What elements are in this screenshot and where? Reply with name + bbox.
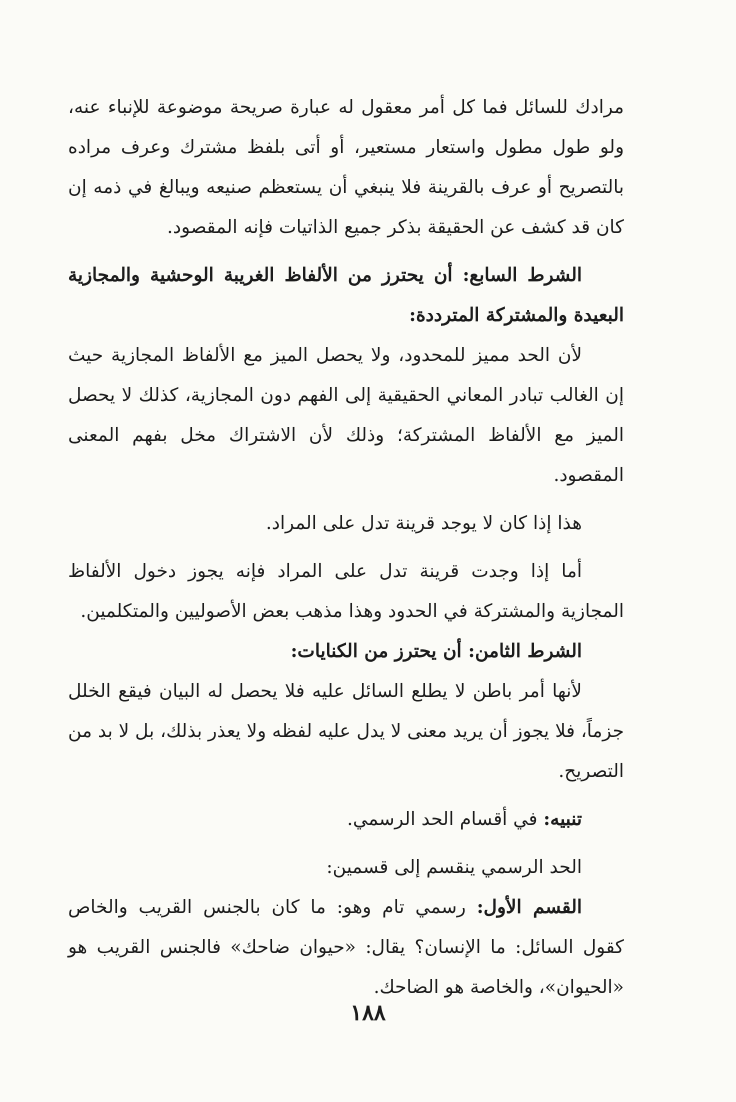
section-one-paragraph [68, 888, 624, 1008]
page-body [68, 88, 624, 1008]
paragraph-9: الحد الرسمي ينقسم إلى قسمين: [326, 857, 582, 878]
paragraph-3: لأن الحد مميز للمحدود، ولا يحصل الميز مع الألفاظ المجازية حيث إن الغالب تبادر المعاني الحقيقية إلى الفهم دون المجازية، كذلك لا يحصل الميز مع الألفاظ المشتركة؛ وذلك لأن الاشتراك مخل بفهم المعنى المقصود. [68, 345, 624, 486]
note-paragraph [68, 800, 624, 840]
section-one-text: رسمي تام وهو: ما كان بالجنس القريب والخاص كقول السائل: ما الإنسان؟ يقال: «حيوان ضاحك» فالجنس القريب هو «الحيوان»، والخاصة هو الضاحك. [68, 897, 624, 998]
note-text: في أقسام الحد الرسمي. [347, 809, 538, 830]
paragraph-4: هذا إذا كان لا يوجد قرينة تدل على المراد. [265, 513, 582, 534]
condition-eight-heading: الشرط الثامن: أن يحترز من الكنايات: [290, 641, 582, 662]
paragraph-7: لأنها أمر باطن لا يطلع السائل عليه فلا يحصل له البيان فيقع الخلل جزماً، فلا يجوز أن يريد معنى لا يدل عليه لفظه ولا يعذر بذلك، بل لا بد من التصريح. [68, 681, 624, 782]
page-number: ١٨٨ [350, 1000, 386, 1026]
section-one-label: القسم الأول: [476, 897, 583, 918]
condition-seven-heading: الشرط السابع: أن يحترز من الألفاظ الغريبة الوحشية والمجازية البعيدة والمشتركة المترددة: [68, 265, 624, 326]
note-label: تنبيه: [543, 809, 582, 830]
paragraph-1: مرادك للسائل فما كل أمر معقول له عبارة صريحة موضوعة للإنباء عنه، ولو طول مطول واستعار مستعير، أو أتى بلفظ مشترك وعرف مراده بالتصريح أو عرف بالقرينة فلا ينبغي أن يستعظم صنيعه ويبالغ في ذمه إن كان قد كشف عن الحقيقة بذكر جميع الذاتيات فإنه المقصود. [68, 97, 624, 238]
paragraph-5: أما إذا وجدت قرينة تدل على المراد فإنه يجوز دخول الألفاظ المجازية والمشتركة في الحدود وهذا مذهب بعض الأصوليين والمتكلمين. [68, 561, 624, 622]
